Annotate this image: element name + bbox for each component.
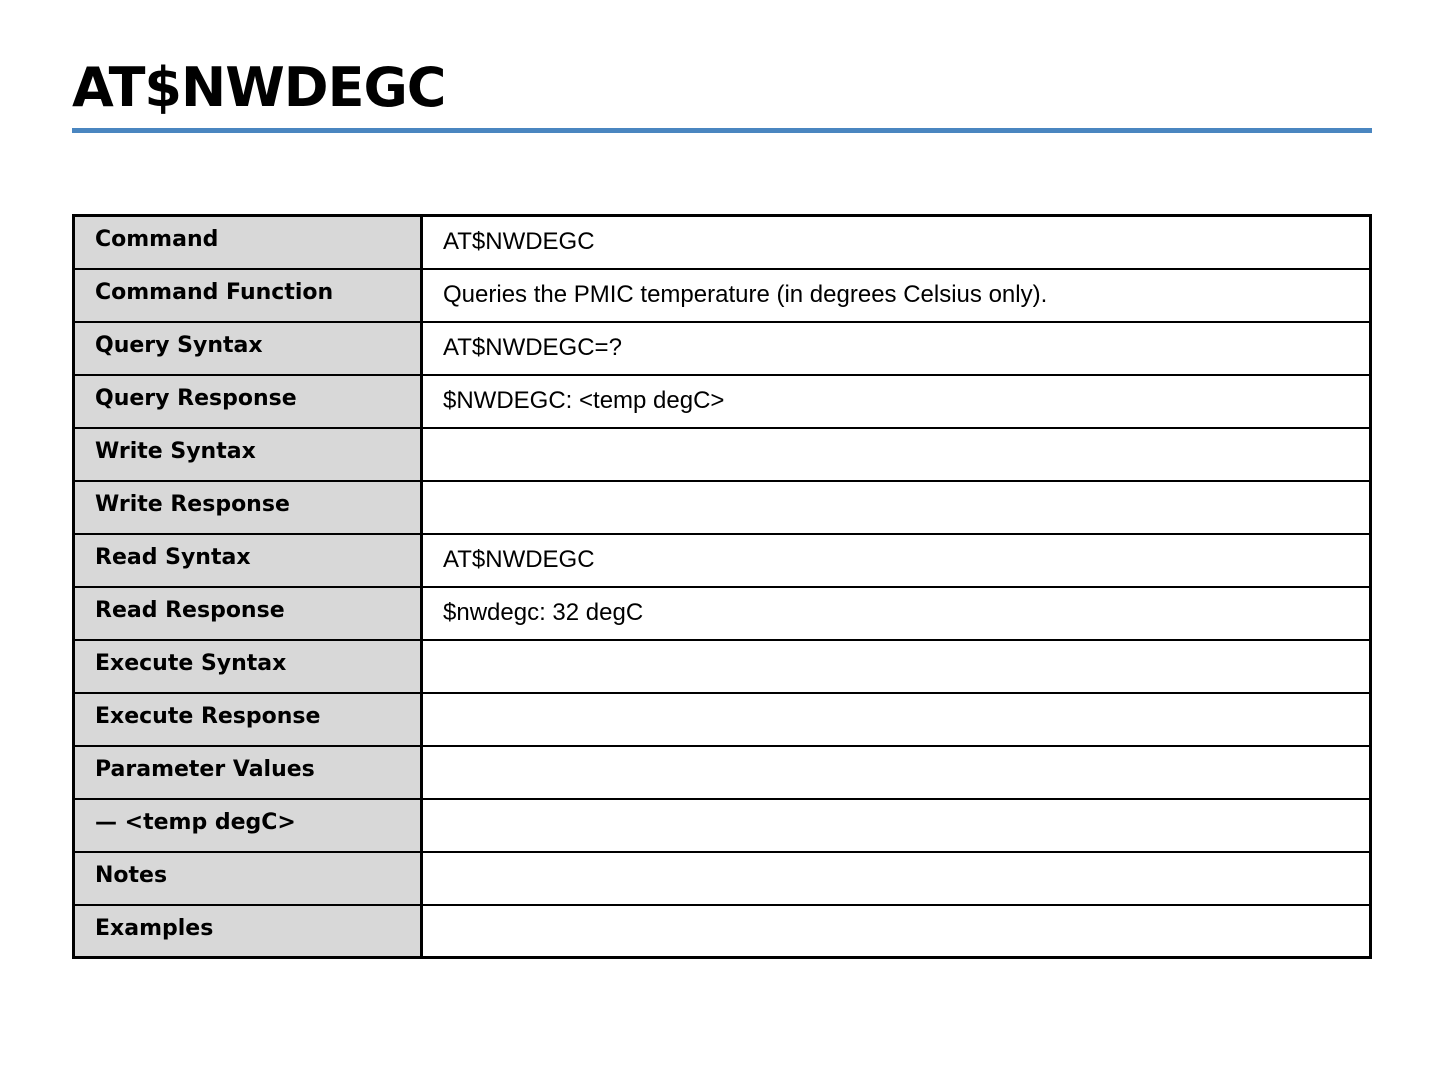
row-label: Parameter Values	[74, 746, 422, 799]
table-row-execute-response	[74, 693, 1371, 746]
title-divider	[72, 128, 1372, 133]
table-row-notes	[74, 852, 1371, 905]
table-row-param-temp-degc	[74, 799, 1371, 852]
table-row-write-response	[74, 481, 1371, 534]
row-value: $NWDEGC: <temp degC>	[422, 375, 1371, 428]
command-spec-table	[72, 214, 1372, 959]
row-label: Read Response	[74, 587, 422, 640]
row-value: AT$NWDEGC	[422, 534, 1371, 587]
row-label: Command Function	[74, 269, 422, 322]
table-row-read-syntax	[74, 534, 1371, 587]
row-label: — <temp degC>	[74, 799, 422, 852]
row-label: Execute Syntax	[74, 640, 422, 693]
page-title: AT$NWDEGC	[72, 56, 446, 119]
table-row-command	[74, 216, 1371, 269]
table-row-examples	[74, 905, 1371, 958]
row-label: Query Response	[74, 375, 422, 428]
row-label: Execute Response	[74, 693, 422, 746]
row-value	[422, 746, 1371, 799]
table-row-query-syntax	[74, 322, 1371, 375]
row-value	[422, 481, 1371, 534]
row-value	[422, 852, 1371, 905]
row-label: Command	[74, 216, 422, 269]
row-label: Read Syntax	[74, 534, 422, 587]
row-value	[422, 428, 1371, 481]
row-value	[422, 905, 1371, 958]
row-value: AT$NWDEGC	[422, 216, 1371, 269]
row-value	[422, 693, 1371, 746]
row-value: AT$NWDEGC=?	[422, 322, 1371, 375]
table-row-parameter-values	[74, 746, 1371, 799]
row-value: $nwdegc: 32 degC	[422, 587, 1371, 640]
table-row-write-syntax	[74, 428, 1371, 481]
row-label: Notes	[74, 852, 422, 905]
row-value	[422, 640, 1371, 693]
row-label: Examples	[74, 905, 422, 958]
row-label: Write Syntax	[74, 428, 422, 481]
table-row-execute-syntax	[74, 640, 1371, 693]
row-label: Query Syntax	[74, 322, 422, 375]
table-row-command-function	[74, 269, 1371, 322]
table-row-read-response	[74, 587, 1371, 640]
row-value	[422, 799, 1371, 852]
row-label: Write Response	[74, 481, 422, 534]
table-row-query-response	[74, 375, 1371, 428]
row-value: Queries the PMIC temperature (in degrees Celsius only).	[422, 269, 1371, 322]
